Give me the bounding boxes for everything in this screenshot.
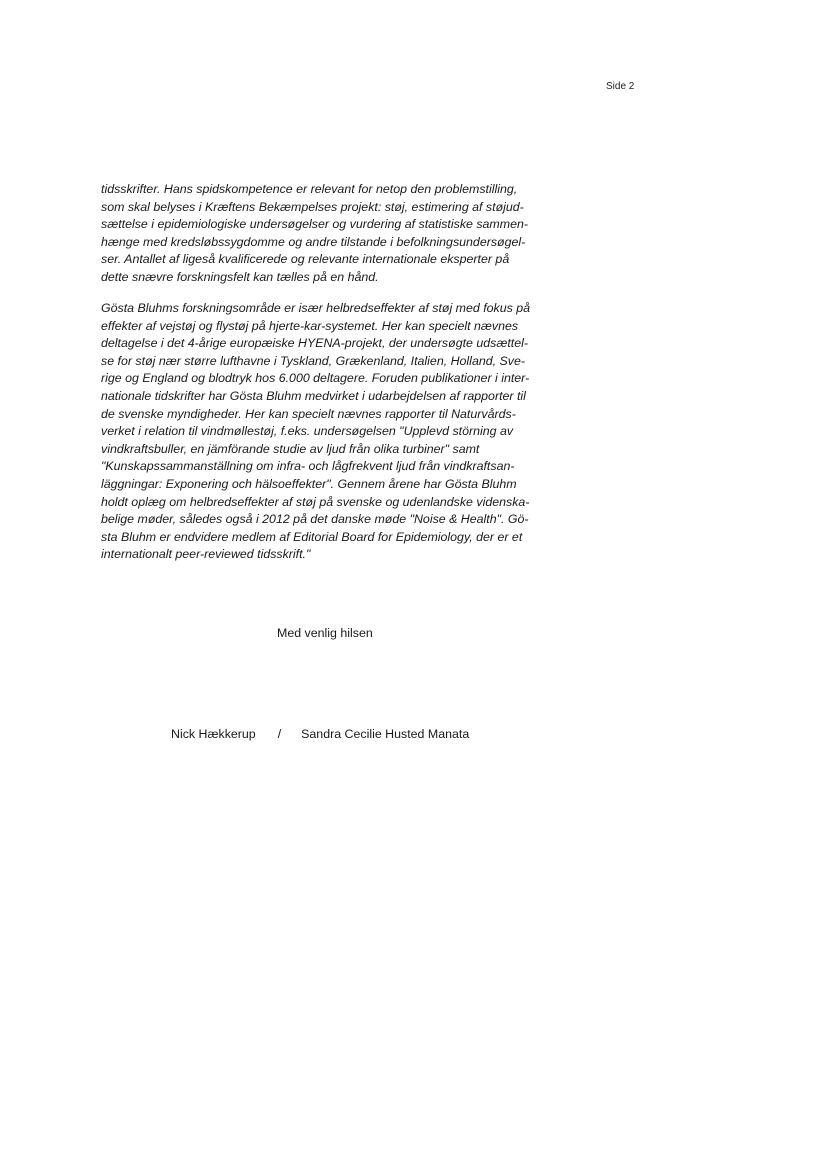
paragraph-line: nationale tidskrifter har Gösta Bluhm medvirket i udarbejdelsen af rapporter til [101, 388, 526, 403]
paragraph-line: effekter af vejstøj og flystøj på hjerte-kar-systemet. Her kan specielt nævnes [101, 318, 519, 333]
signer-name-2: Sandra Cecilie Husted Manata [301, 727, 470, 741]
paragraph-line: dette snævre forskningsfelt kan tælles på en hånd. [101, 269, 379, 284]
paragraph-line: läggningar: Exponering och hälsoeffekter". Gennem årene har Gösta Bluhm [101, 476, 517, 491]
signer-name-1: Nick Hækkerup [171, 727, 256, 741]
paragraph-line: "Kunskapssammanställning om infra- och lågfrekvent ljud från vindkraftsan- [101, 459, 515, 474]
paragraph-line: tidsskrifter. Hans spidskompetence er relevant for netop den problemstilling, [101, 182, 518, 196]
paragraph-line: Gösta Bluhms forskningsområde er især helbredseffekter af støj med fokus på [101, 301, 531, 315]
closing-greeting: Med venlig hilsen [277, 626, 373, 640]
paragraph-line: vindkraftsbuller, en jämförande studie av ljud från olika turbiner" samt [101, 441, 480, 456]
paragraph-line: sta Bluhm er endvidere medlem af Editorial Board for Epidemiology, der er et [101, 529, 523, 544]
paragraph-line: se for støj nær større lufthavne i Tyskland, Grækenland, Italien, Holland, Sve- [101, 353, 525, 368]
paragraph-line: sættelse i epidemiologiske undersøgelser og vurdering af statistiske sammen- [101, 217, 528, 232]
paragraph-line: ser. Antallet af ligeså kvalificerede og relevante internationale eksperter på [101, 252, 510, 267]
paragraph-line: verket i relation til vindmøllestøj, f.eks. undersøgelsen "Upplevd störning av [101, 424, 514, 439]
paragraph-line: belige møder, således også i 2012 på det danske møde "Noise & Health". Gö- [101, 512, 529, 527]
body-paragraph-1 [101, 181, 561, 287]
signature-separator: / [277, 727, 282, 741]
paragraph-line: de svenske myndigheder. Her kan specielt nævnes rapporter til Naturvårds- [101, 406, 516, 421]
paragraph-line: deltagelse i det 4-årige europæiske HYENA-projekt, der undersøgte udsættel- [101, 336, 529, 351]
paragraph-line: som skal belyses i Kræftens Bekæmpelses projekt: støj, estimering af støjud- [101, 199, 524, 214]
paragraph-line: holdt oplæg om helbredseffekter af støj på svenske og udenlandske videnska- [101, 494, 530, 509]
paragraph-line: internationalt peer-reviewed tidsskrift." [101, 547, 311, 562]
paragraph-line: hænge med kredsløbssygdomme og andre tilstande i befolkningsundersøgel- [101, 234, 526, 249]
body-paragraph-2 [101, 300, 561, 564]
paragraph-line: rige og England og blodtryk hos 6.000 deltagere. Foruden publikationer i inter- [101, 371, 530, 386]
page-number: Side 2 [606, 81, 635, 92]
signature-line [171, 726, 469, 742]
